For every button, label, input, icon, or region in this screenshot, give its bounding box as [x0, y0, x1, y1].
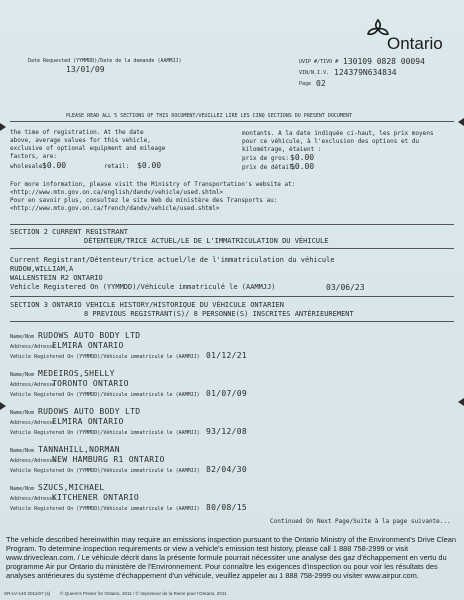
section2-subtitle: DÉTENTEUR/TRICE ACTUEL/LE DE L'IMMATRICULATION DU VÉHICULE — [84, 237, 329, 245]
divider — [10, 321, 454, 322]
registered-date: 01/07/09 — [206, 389, 247, 398]
notice-text: PLEASE READ ALL 5 SECTIONS OF THIS DOCUMENT/VEUILLEZ LIRE LES CINQ SECTIONS DU PRESENT DOCUMENT — [66, 113, 352, 119]
retail-value: $0.00 — [137, 161, 162, 170]
registered-date: 93/12/08 — [206, 427, 247, 436]
name-label: Name/Nom — [10, 448, 35, 454]
prix-detail-value: $0.00 — [290, 162, 315, 171]
current-registered-label: Vehicle Registered On (YYMMDD)/Véhicule immatriculé le (AAMMJJ) — [10, 283, 276, 291]
form-number: SR-LV-140 2011/07 (s) — [4, 591, 51, 596]
registrant-name: RUDOWS AUTO BODY LTD — [38, 407, 141, 416]
registrant-address: KITCHENER ONTARIO — [52, 493, 139, 502]
info-line: Pour en savoir plus, consultez le site Web du ministère des Transports au: — [10, 197, 278, 204]
registrant-name: MEDEIROS,SHELLY — [38, 369, 115, 378]
name-label: Name/Nom — [10, 334, 35, 340]
registered-on-label: Vehicle Registered On (YYMMDD)/Véhicule immatriculé le (AAMMJJ) — [10, 468, 200, 474]
divider — [10, 296, 454, 297]
date-requested-value: 13/01/09 — [66, 65, 105, 74]
values-text-line: above, average values for this vehicle, — [10, 137, 151, 144]
info-link[interactable]: <http://www.mto.gov.on.ca/french/dandv/vehicle/used.shtml> — [10, 205, 220, 212]
registrant-address: NEW HAMBURG R1 ONTARIO — [52, 455, 165, 464]
vin-value: 124379N634834 — [334, 68, 397, 77]
registrant-address: ELMIRA ONTARIO — [52, 417, 124, 426]
registered-on-label: Vehicle Registered On (YYMMDD)/Véhicule immatriculé le (AAMMJJ) — [10, 430, 200, 436]
registered-date: 80/08/15 — [206, 503, 247, 512]
name-label: Name/Nom — [10, 486, 35, 492]
current-registered-date: 03/06/23 — [326, 283, 365, 292]
prix-gros-label: prix de gros: — [242, 155, 289, 162]
divider — [10, 224, 454, 225]
values-text-line-fr: montants. A la date indiquée ci-haut, les prix moyens — [242, 130, 434, 137]
registrant-name: TANNAHILL,NORMAN — [38, 445, 120, 454]
registered-date: 82/04/30 — [206, 465, 247, 474]
values-text-line-fr: kilométrage, étaient : — [242, 146, 322, 153]
registrant-name: RUDOWS AUTO BODY LTD — [38, 331, 141, 340]
divider — [10, 121, 454, 122]
address-label: Address/Adresse — [10, 420, 56, 426]
current-registrant-address: WALLENSTEIN R2 ONTARIO — [10, 274, 103, 282]
values-text-line: exclusive of optional equipment and mileage — [10, 145, 166, 152]
name-label: Name/Nom — [10, 372, 35, 378]
feed-marker-icon — [0, 402, 6, 410]
section2-title: SECTION 2 CURRENT REGISTRANT — [10, 228, 129, 236]
registrant-address: TORONTO ONTARIO — [52, 379, 129, 388]
continued-note: Continued On Next Page/Suite à la page suivante... — [270, 518, 451, 525]
retail-label: retail: — [104, 163, 130, 170]
registered-date: 01/12/21 — [206, 351, 247, 360]
address-label: Address/Adresse — [10, 382, 56, 388]
name-label: Name/Nom — [10, 410, 35, 416]
current-registrant-name: RUDOW,WILLIAM,A — [10, 265, 74, 273]
registered-on-label: Vehicle Registered On (YYMMDD)/Véhicule immatriculé le (AAMMJJ) — [10, 392, 200, 398]
uvip-value: 130109 0828 00094 — [343, 57, 425, 66]
values-text-line: the time of registration. At the date — [10, 129, 144, 136]
drive-clean-notice: The vehicle described hereinwithin may require an emissions inspection pursuant to the Ontario Ministry of the Environment's Drive Clean Program. To determine inspection requirements or view a vehicle's emission test history, please call 1 888 758-2999 or visit www.driveclean.com. / Le véhicule décrit dans la présente formule pourrait nécessiter une analyse des gaz d'échappement en vertu du programme Air pur Ontario du ministère de l'Environnement. Pour connaître les exigences d'inspection ou pour voir les résultats des analyses antérieures du système d'échappement d'un véhicule, veuillez appeler au 1 888 758-2999 ou visiter www.airpur.com. — [6, 535, 456, 580]
registrant-name: SZUCS,MICHAEL — [38, 483, 105, 492]
info-line: For more information, please visit the Ministry of Transportation's website at: — [10, 181, 296, 188]
prix-gros-value: $0.00 — [290, 153, 315, 162]
wholesale-label: wholesale: — [10, 163, 47, 170]
address-label: Address/Adresse — [10, 344, 56, 350]
info-link[interactable]: <http://www.mto.gov.on.ca/english/dandv/vehicle/used.shtml> — [10, 189, 224, 196]
wholesale-value: $0.00 — [42, 161, 67, 170]
copyright-notice: © Queen's Printer for Ontario, 2011 / © Imprimeur de la Reine pour l'Ontario, 2011 — [60, 591, 227, 596]
feed-marker-icon — [458, 118, 464, 126]
feed-marker-icon — [0, 123, 6, 131]
registered-on-label: Vehicle Registered On (YYMMDD)/Véhicule immatriculé le (AAMMJJ) — [10, 354, 200, 360]
current-registrant-label: Current Registrant/Détenteur/trice actuel/le de l'immatriculation du véhicule — [10, 256, 335, 264]
registrant-address: ELMIRA ONTARIO — [52, 341, 124, 350]
address-label: Address/Adresse — [10, 496, 56, 502]
section3-title: SECTION 3 ONTARIO VEHICLE HISTORY/HISTORIQUE DU VÉHICULE ONTARIEN — [10, 301, 284, 309]
page-label: Page — [299, 81, 312, 87]
vin-label: VIN/N.I.V. — [299, 70, 330, 76]
page-number: 02 — [316, 79, 326, 88]
feed-marker-icon — [458, 398, 464, 406]
prix-detail-label: prix de détail: — [242, 164, 297, 171]
section3-subtitle: 8 PREVIOUS REGISTRANT(S)/ 8 PERSONNE(S) INSCRITES ANTÉRIEUREMENT — [84, 310, 354, 318]
values-text-line-fr: pour ce véhicule, à l'exclusion des options et du — [242, 138, 420, 145]
address-label: Address/Adresse — [10, 458, 56, 464]
divider — [10, 248, 454, 249]
registered-on-label: Vehicle Registered On (YYMMDD)/Véhicule immatriculé le (AAMMJJ) — [10, 506, 200, 512]
date-requested-label: Date Requested (YYMMDD)/Date de la demande (AAMMJJ) — [28, 58, 182, 64]
values-text-line: factors, are: — [10, 153, 57, 160]
uvip-label: UVIP #/TIVO # — [299, 59, 339, 65]
ontario-wordmark: Ontario — [387, 34, 443, 53]
